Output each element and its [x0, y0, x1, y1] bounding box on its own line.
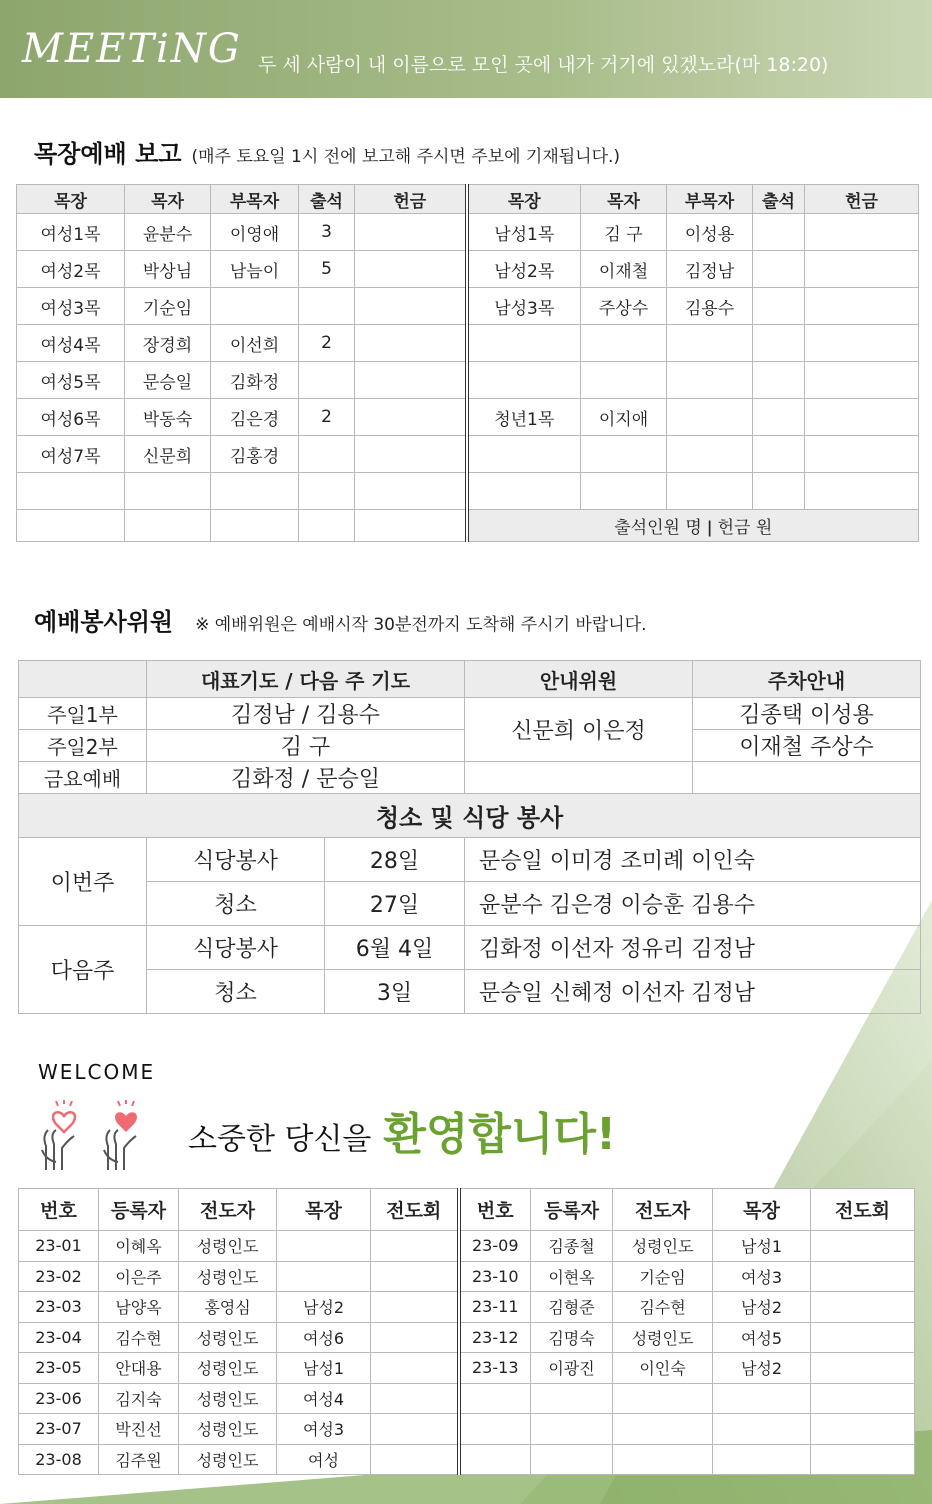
- table-cell: 성령인도: [179, 1231, 277, 1262]
- table-cell: 청년1목: [467, 399, 581, 436]
- table-cell: [17, 510, 125, 542]
- table-cell: [125, 510, 211, 542]
- table-cell: 여성5목: [17, 362, 125, 399]
- welcome-small-text: WELCOME: [38, 1060, 156, 1084]
- table-cell: [753, 399, 805, 436]
- table-cell: [531, 1383, 613, 1414]
- table-row: [19, 1444, 915, 1475]
- column-header: 전도회: [371, 1189, 459, 1231]
- table-cell: [753, 214, 805, 251]
- table-cell: 남성1: [277, 1353, 371, 1384]
- service-header-usher: 안내위원: [465, 661, 693, 698]
- table-cell: [713, 1444, 811, 1475]
- table-cell: [355, 362, 467, 399]
- table-cell: [459, 1444, 531, 1475]
- service-row-label: 주일2부: [19, 730, 147, 762]
- table-cell: [371, 1261, 459, 1292]
- table-cell: [355, 325, 467, 362]
- table-cell: [667, 362, 753, 399]
- welcome-text-a: 소중한 당신을: [188, 1122, 372, 1157]
- table-cell: 남성2: [713, 1292, 811, 1323]
- service-header-prayer: 대표기도 / 다음 주 기도: [147, 661, 465, 698]
- column-header: 목장: [17, 185, 125, 214]
- report-section-heading: [34, 134, 620, 169]
- table-row: [17, 399, 919, 436]
- table-cell: 성령인도: [179, 1383, 277, 1414]
- names: 윤분수 김은경 이승훈 김용수: [465, 882, 921, 926]
- table-cell: [355, 288, 467, 325]
- table-cell: 23-06: [19, 1383, 99, 1414]
- welcome-message: [188, 1098, 616, 1162]
- column-header: 헌금: [355, 185, 467, 214]
- table-cell: [805, 399, 919, 436]
- table-cell: [613, 1414, 713, 1445]
- table-cell: 성령인도: [613, 1231, 713, 1262]
- table-cell: [805, 288, 919, 325]
- table-cell: 안대용: [99, 1353, 179, 1384]
- table-cell: [805, 436, 919, 473]
- table-cell: 이선희: [211, 325, 299, 362]
- table-row: [17, 214, 919, 251]
- table-cell: 이인숙: [613, 1353, 713, 1384]
- table-cell: 박상님: [125, 251, 211, 288]
- table-cell: 주상수: [581, 288, 667, 325]
- total-summary: 출석인원 명 ǀ 헌금 원: [467, 510, 919, 542]
- service-table: [18, 660, 921, 1014]
- table-cell: [355, 214, 467, 251]
- table-cell: 김정남: [667, 251, 753, 288]
- table-cell: [355, 251, 467, 288]
- service-row-label: 금요예배: [19, 762, 147, 794]
- table-cell: 윤분수: [125, 214, 211, 251]
- table-row: [17, 362, 919, 399]
- table-cell: [299, 288, 355, 325]
- table-cell: [371, 1322, 459, 1353]
- table-cell: 여성5: [713, 1322, 811, 1353]
- table-cell: 김 구: [581, 214, 667, 251]
- week-label: 다음주: [19, 926, 147, 1014]
- table-cell: 박진선: [99, 1414, 179, 1445]
- date: 3일: [325, 970, 465, 1014]
- service-header-blank: [19, 661, 147, 698]
- table-cell: 23-05: [19, 1353, 99, 1384]
- table-cell: [371, 1414, 459, 1445]
- table-cell: [459, 1383, 531, 1414]
- table-cell: 성령인도: [179, 1444, 277, 1475]
- table-cell: 23-03: [19, 1292, 99, 1323]
- table-cell: 23-13: [459, 1353, 531, 1384]
- table-cell: 여성3: [713, 1261, 811, 1292]
- column-header: 부목자: [211, 185, 299, 214]
- table-row: [19, 1383, 915, 1414]
- table-cell: [753, 362, 805, 399]
- table-cell: 23-08: [19, 1444, 99, 1475]
- table-cell: [371, 1444, 459, 1475]
- table-cell: [667, 436, 753, 473]
- table-cell: 여성6: [277, 1322, 371, 1353]
- table-cell: 김수현: [613, 1292, 713, 1323]
- table-cell: [531, 1444, 613, 1475]
- column-header: 목자: [125, 185, 211, 214]
- week-label: 이번주: [19, 838, 147, 926]
- table-cell: 성령인도: [179, 1353, 277, 1384]
- service-prayer: 김 구: [147, 730, 465, 762]
- table-cell: [753, 325, 805, 362]
- table-cell: [581, 325, 667, 362]
- column-header: 전도자: [613, 1189, 713, 1231]
- table-cell: 홍영심: [179, 1292, 277, 1323]
- service-header-parking: 주차안내: [693, 661, 921, 698]
- service-parking-empty: [693, 762, 921, 794]
- table-cell: 2: [299, 325, 355, 362]
- table-cell: 기순임: [125, 288, 211, 325]
- table-cell: 남양옥: [99, 1292, 179, 1323]
- table-cell: 김주원: [99, 1444, 179, 1475]
- report-title: 목장예배 보고: [34, 140, 182, 168]
- table-cell: 23-01: [19, 1231, 99, 1262]
- table-cell: [667, 325, 753, 362]
- names: 김화정 이선자 정유리 김정남: [465, 926, 921, 970]
- table-cell: 남늠이: [211, 251, 299, 288]
- table-cell: 김수현: [99, 1322, 179, 1353]
- table-cell: 신문희: [125, 436, 211, 473]
- table-cell: 남성1: [713, 1231, 811, 1262]
- task: 식당봉사: [147, 838, 325, 882]
- table-cell: 김화정: [211, 362, 299, 399]
- table-cell: 3: [299, 214, 355, 251]
- table-cell: 여성7목: [17, 436, 125, 473]
- column-header: 목장: [277, 1189, 371, 1231]
- table-cell: [277, 1261, 371, 1292]
- table-cell: [713, 1414, 811, 1445]
- table-cell: 여성6목: [17, 399, 125, 436]
- table-cell: [371, 1292, 459, 1323]
- table-cell: [211, 510, 299, 542]
- table-cell: 남성2: [713, 1353, 811, 1384]
- table-cell: 성령인도: [179, 1414, 277, 1445]
- table-cell: 여성4목: [17, 325, 125, 362]
- column-header: 부목자: [667, 185, 753, 214]
- table-cell: [467, 473, 581, 510]
- table-cell: 김지숙: [99, 1383, 179, 1414]
- task: 청소: [147, 970, 325, 1014]
- table-cell: [805, 214, 919, 251]
- table-cell: 이성용: [667, 214, 753, 251]
- table-cell: [467, 325, 581, 362]
- table-cell: [613, 1444, 713, 1475]
- table-cell: [805, 362, 919, 399]
- column-header: 전도자: [179, 1189, 277, 1231]
- table-cell: 성령인도: [179, 1261, 277, 1292]
- heart-hands-icon: [38, 1100, 158, 1172]
- table-cell: [277, 1231, 371, 1262]
- table-cell: 김명숙: [531, 1322, 613, 1353]
- table-cell: [811, 1383, 915, 1414]
- table-cell: [805, 251, 919, 288]
- table-cell: [811, 1414, 915, 1445]
- column-header: 전도회: [811, 1189, 915, 1231]
- table-cell: [581, 436, 667, 473]
- table-cell: 기순임: [613, 1261, 713, 1292]
- table-cell: [811, 1231, 915, 1262]
- table-cell: [811, 1292, 915, 1323]
- table-cell: [667, 473, 753, 510]
- table-cell: [467, 436, 581, 473]
- table-cell: 김용수: [667, 288, 753, 325]
- table-cell: [753, 288, 805, 325]
- cleaning-title: 청소 및 식당 봉사: [19, 794, 921, 838]
- table-row: [19, 1353, 915, 1384]
- header-title: MEETiNG: [22, 26, 242, 72]
- table-cell: [713, 1383, 811, 1414]
- table-cell: [811, 1353, 915, 1384]
- column-header: 출석: [299, 185, 355, 214]
- table-cell: 23-10: [459, 1261, 531, 1292]
- table-cell: 성령인도: [179, 1322, 277, 1353]
- table-cell: 이현옥: [531, 1261, 613, 1292]
- service-parking: 김종택 이성용: [693, 698, 921, 730]
- header-banner: [0, 0, 932, 98]
- column-header: 등록자: [531, 1189, 613, 1231]
- table-cell: [581, 362, 667, 399]
- date: 6월 4일: [325, 926, 465, 970]
- date: 28일: [325, 838, 465, 882]
- column-header: 헌금: [805, 185, 919, 214]
- table-cell: 성령인도: [613, 1322, 713, 1353]
- welcome-text-b: 환영합니다!: [383, 1109, 617, 1160]
- column-header: 목장: [467, 185, 581, 214]
- table-cell: [211, 473, 299, 510]
- table-cell: [371, 1231, 459, 1262]
- column-header: 등록자: [99, 1189, 179, 1231]
- table-cell: [355, 510, 467, 542]
- table-cell: 2: [299, 399, 355, 436]
- table-cell: 이재철: [581, 251, 667, 288]
- date: 27일: [325, 882, 465, 926]
- table-cell: 여성3: [277, 1414, 371, 1445]
- newcomer-table: [18, 1188, 915, 1475]
- table-cell: [299, 362, 355, 399]
- table-cell: 이영애: [211, 214, 299, 251]
- table-cell: 23-02: [19, 1261, 99, 1292]
- table-cell: 김형준: [531, 1292, 613, 1323]
- service-title: 예배봉사위원: [34, 608, 174, 636]
- table-cell: 김은경: [211, 399, 299, 436]
- table-cell: [299, 510, 355, 542]
- table-cell: [371, 1353, 459, 1384]
- service-parking: 이재철 주상수: [693, 730, 921, 762]
- table-cell: 문승일: [125, 362, 211, 399]
- table-cell: [299, 436, 355, 473]
- table-cell: 남성2: [277, 1292, 371, 1323]
- report-table: [16, 184, 919, 542]
- table-cell: [531, 1414, 613, 1445]
- table-cell: [613, 1383, 713, 1414]
- table-cell: 5: [299, 251, 355, 288]
- task: 식당봉사: [147, 926, 325, 970]
- table-cell: [17, 473, 125, 510]
- table-cell: 여성: [277, 1444, 371, 1475]
- names: 문승일 이미경 조미례 이인숙: [465, 838, 921, 882]
- table-cell: [753, 473, 805, 510]
- service-prayer: 김화정 / 문승일: [147, 762, 465, 794]
- table-cell: [581, 473, 667, 510]
- table-cell: [459, 1414, 531, 1445]
- header-verse: 두 세 사람이 내 이름으로 모인 곳에 내가 거기에 있겠노라(마 18:20): [258, 54, 829, 76]
- table-cell: 23-04: [19, 1322, 99, 1353]
- table-cell: [355, 473, 467, 510]
- table-cell: [355, 436, 467, 473]
- table-cell: 김홍경: [211, 436, 299, 473]
- table-cell: 남성3목: [467, 288, 581, 325]
- table-row: [17, 436, 919, 473]
- column-header: 목장: [713, 1189, 811, 1231]
- table-cell: [811, 1322, 915, 1353]
- table-cell: [371, 1383, 459, 1414]
- table-cell: 23-07: [19, 1414, 99, 1445]
- service-prayer: 김정남 / 김용수: [147, 698, 465, 730]
- table-cell: [467, 362, 581, 399]
- table-row: [17, 510, 919, 542]
- table-cell: 장경희: [125, 325, 211, 362]
- service-usher-empty: [465, 762, 693, 794]
- table-cell: [211, 288, 299, 325]
- table-cell: 여성3목: [17, 288, 125, 325]
- service-row-label: 주일1부: [19, 698, 147, 730]
- table-cell: 이혜옥: [99, 1231, 179, 1262]
- table-row: [19, 1231, 915, 1262]
- table-cell: 여성2목: [17, 251, 125, 288]
- table-cell: 김종철: [531, 1231, 613, 1262]
- table-cell: 이지애: [581, 399, 667, 436]
- column-header: 번호: [19, 1189, 99, 1231]
- table-cell: 23-11: [459, 1292, 531, 1323]
- table-row: [17, 251, 919, 288]
- table-cell: 여성4: [277, 1383, 371, 1414]
- column-header: 번호: [459, 1189, 531, 1231]
- service-section-heading: [34, 602, 647, 637]
- report-note: (매주 토요일 1시 전에 보고해 주시면 주보에 기재됩니다.): [191, 147, 621, 167]
- table-cell: 여성1목: [17, 214, 125, 251]
- table-cell: [753, 251, 805, 288]
- table-row: [19, 1414, 915, 1445]
- service-note: ※ 예배위원은 예배시작 30분전까지 도착해 주시기 바랍니다.: [195, 615, 647, 635]
- table-cell: 남성2목: [467, 251, 581, 288]
- task: 청소: [147, 882, 325, 926]
- table-cell: 23-09: [459, 1231, 531, 1262]
- column-header: 목자: [581, 185, 667, 214]
- table-cell: [805, 473, 919, 510]
- table-cell: [811, 1261, 915, 1292]
- table-cell: [811, 1444, 915, 1475]
- table-row: [17, 473, 919, 510]
- table-cell: [753, 436, 805, 473]
- table-cell: [355, 399, 467, 436]
- table-cell: [667, 399, 753, 436]
- table-cell: [125, 473, 211, 510]
- column-header: 출석: [753, 185, 805, 214]
- table-row: [19, 1322, 915, 1353]
- table-cell: 이은주: [99, 1261, 179, 1292]
- table-cell: 23-12: [459, 1322, 531, 1353]
- service-usher: 신문희 이은정: [465, 698, 693, 762]
- table-cell: [299, 473, 355, 510]
- table-cell: [805, 325, 919, 362]
- table-row: [19, 1261, 915, 1292]
- table-row: [17, 325, 919, 362]
- names: 문승일 신혜정 이선자 김정남: [465, 970, 921, 1014]
- table-row: [17, 288, 919, 325]
- table-cell: 이광진: [531, 1353, 613, 1384]
- table-cell: 박동숙: [125, 399, 211, 436]
- table-row: [19, 1292, 915, 1323]
- table-cell: 남성1목: [467, 214, 581, 251]
